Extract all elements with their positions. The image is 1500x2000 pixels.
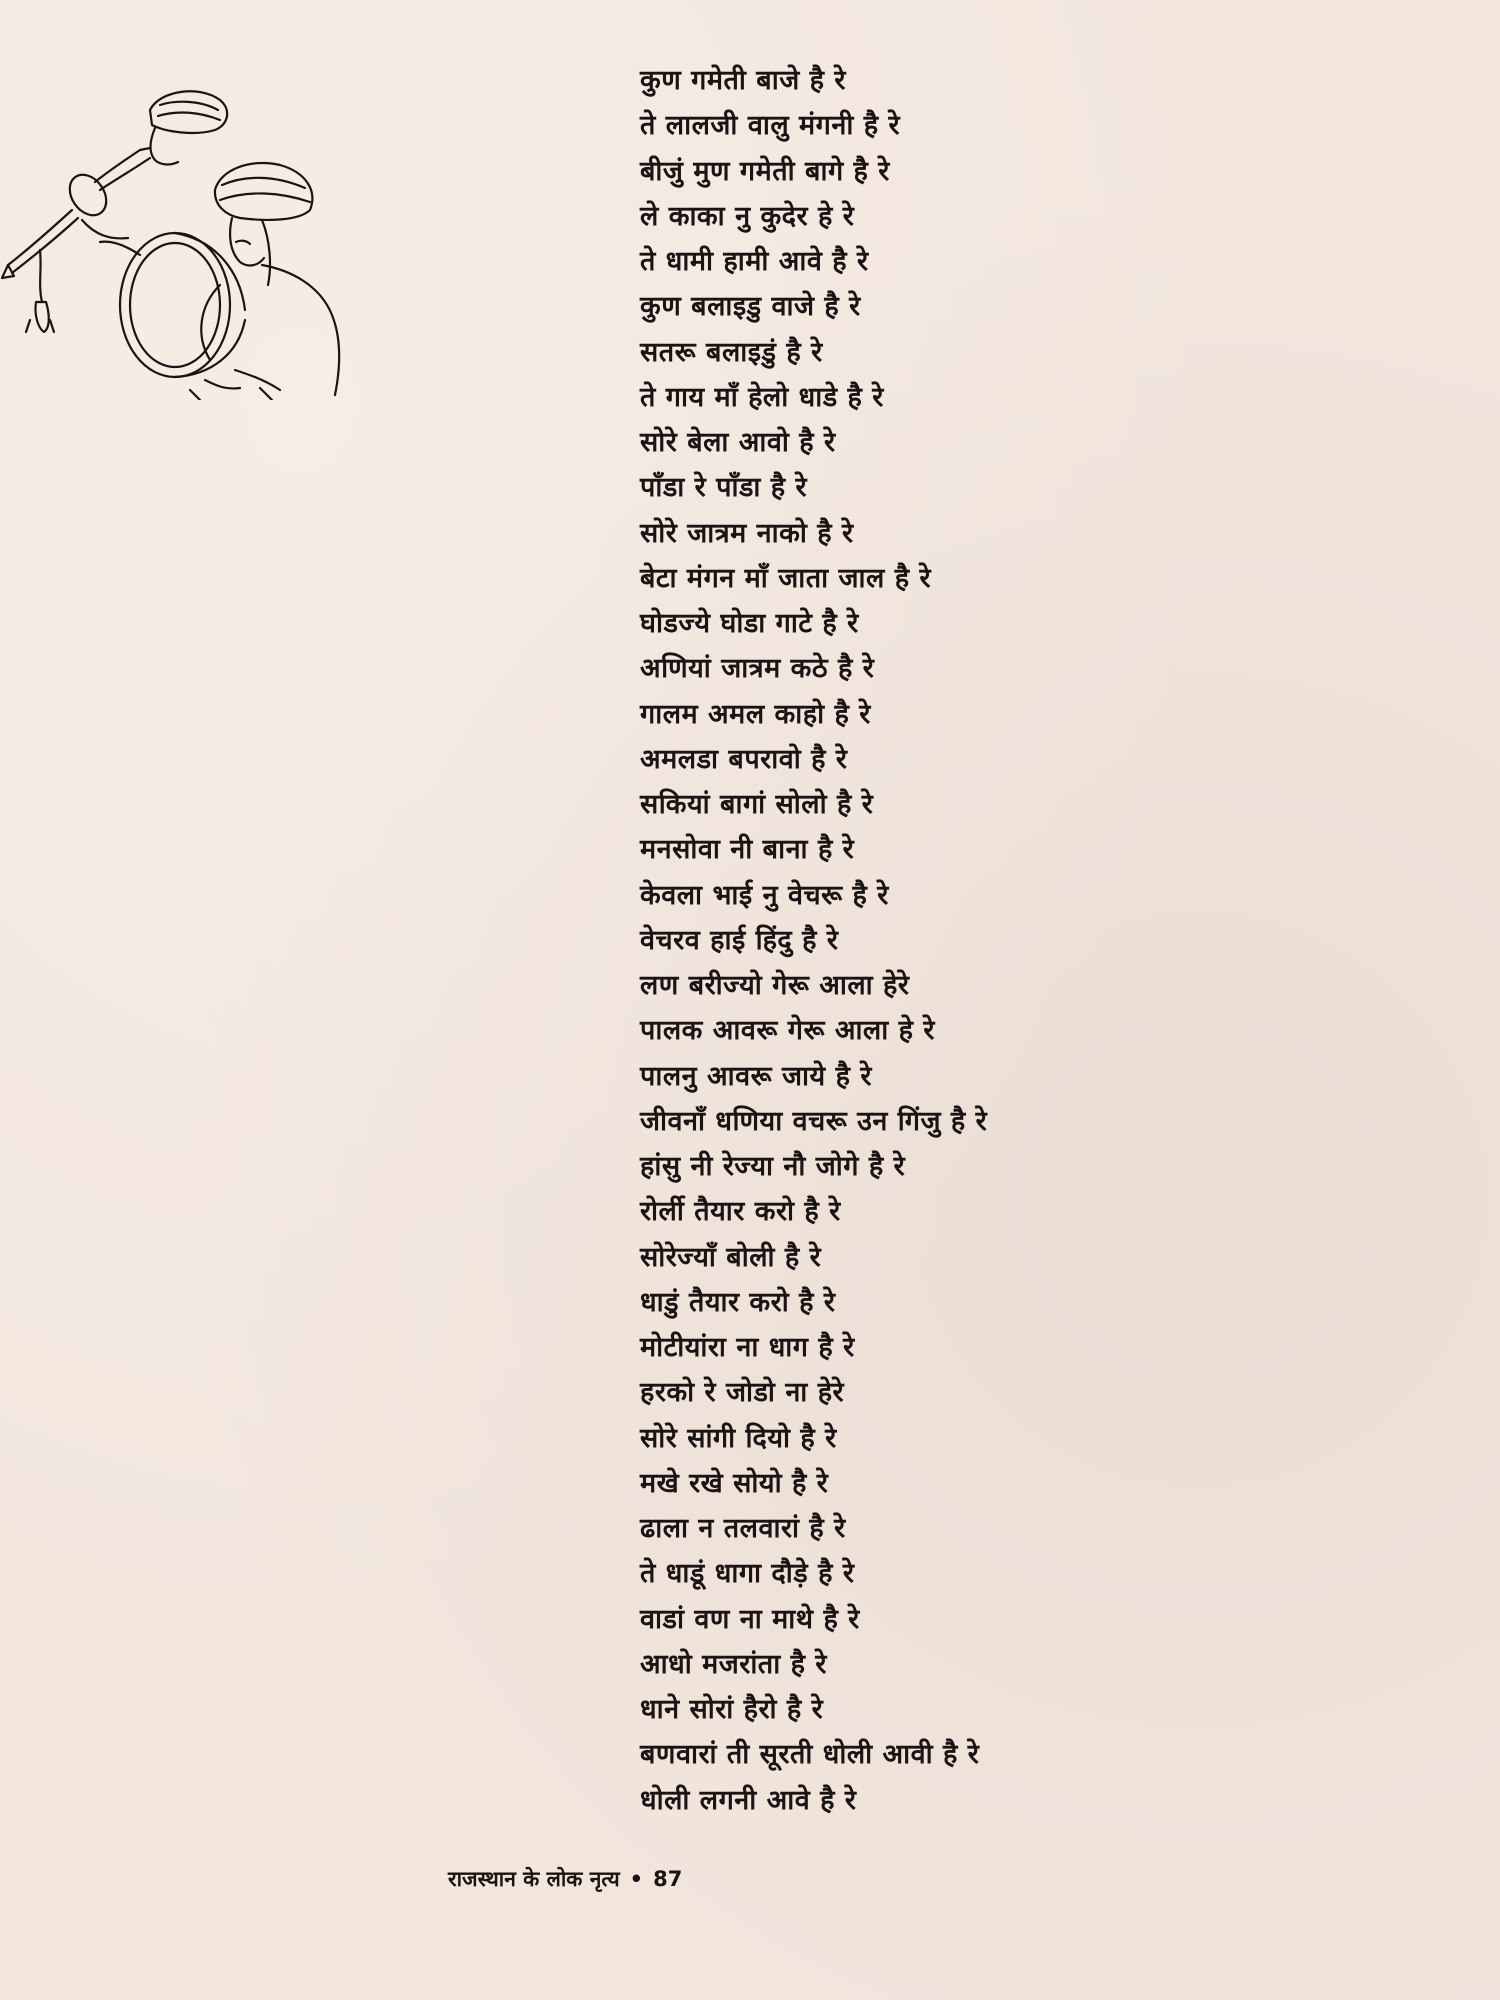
verse-line: धाने सोरां हैरो है रे: [640, 1694, 824, 1725]
footer-separator: •: [629, 1867, 644, 1891]
verse-line: पाँडा रे पाँडा है रे: [640, 472, 808, 504]
verse-line: केवला भाई नु वेचरू है रे: [640, 879, 889, 911]
verse-line: वेचरव हाई हिंदु है रे: [640, 924, 839, 956]
verse-line: ते गाय माँ हेलो धाडे है रे: [640, 381, 884, 413]
verse-line: बीजुं मुण गमेती बागे है रे: [640, 155, 890, 187]
verse-line: वाडां वण ना माथे है रे: [640, 1603, 860, 1635]
verse-line: सोरे सांगी दियो है रे: [640, 1422, 837, 1454]
book-title: राजस्थान के लोक नृत्य: [448, 1867, 620, 1891]
verse-line: ते धामी हामी आवे है रे: [640, 246, 869, 277]
verse-line: पालक आवरू गेरू आला हे रे: [640, 1015, 935, 1047]
verse-line: ढाला न तलवारां है रे: [640, 1513, 846, 1544]
verse-line: सकियां बागां सोलो है रे: [640, 789, 874, 820]
verse-line: लण बरीज्यो गेरू आला हेरे: [640, 970, 910, 1001]
verse-line: जीवनाँ धणिया वचरू उन गिंजु है रे: [640, 1105, 988, 1137]
verse-line: पालनु आवरू जाये है रे: [640, 1060, 872, 1092]
verse-line: हांसु नी रेज्या नौ जोगे है रे: [640, 1151, 906, 1182]
folk-song-verse: [640, 58, 987, 1823]
verse-line: मनसोवा नी बाना है रे: [640, 834, 855, 866]
verse-line: हरको रे जोडो ना हेरे: [640, 1377, 845, 1409]
verse-line: गालम अमल काहो है रे: [640, 698, 871, 730]
musicians-sketch-illustration: [0, 70, 360, 400]
verse-line: ते धाडूं धागा दौड़े है रे: [640, 1558, 855, 1590]
verse-line: ते लालजी वालु मंगनी है रे: [640, 110, 901, 142]
verse-line: रोर्ली तैयार करो है रे: [640, 1196, 841, 1228]
verse-line: धाडुं तैयार करो है रे: [640, 1286, 836, 1318]
page-footer: [448, 1865, 682, 1893]
verse-line: बेटा मंगन माँ जाता जाल है रे: [640, 562, 932, 594]
verse-line: बणवारां ती सूरती धोली आवी है रे: [640, 1739, 980, 1771]
verse-line: अमलडा बपरावो है रे: [640, 743, 848, 775]
verse-line: सतरू बलाइडुं है रे: [640, 336, 823, 368]
verse-line: सोरे बेला आवो है रे: [640, 427, 836, 458]
verse-line: मोटीयांरा ना धाग है रे: [640, 1332, 855, 1363]
verse-line: ले काका नु कुदेर हे रे: [640, 200, 855, 232]
verse-line: कुण बलाइडु वाजे है रे: [640, 291, 861, 323]
verse-line: मखे रखे सोयो है रे: [640, 1467, 829, 1499]
verse-line: आधो मजरांता है रे: [640, 1648, 827, 1680]
verse-line: कुण गमेती बाजे है रे: [640, 65, 846, 96]
verse-line: अणियां जात्रम कठे है रे: [640, 653, 875, 685]
verse-line: धोली लगनी आवे है रे: [640, 1784, 857, 1816]
page-number: 87: [653, 1867, 683, 1891]
verse-line: सोरेज्याँ बोली है रे: [640, 1241, 822, 1273]
verse-line: सोरे जात्रम नाको है रे: [640, 517, 854, 549]
verse-line: घोडज्ये घोडा गाटे है रे: [640, 608, 859, 639]
